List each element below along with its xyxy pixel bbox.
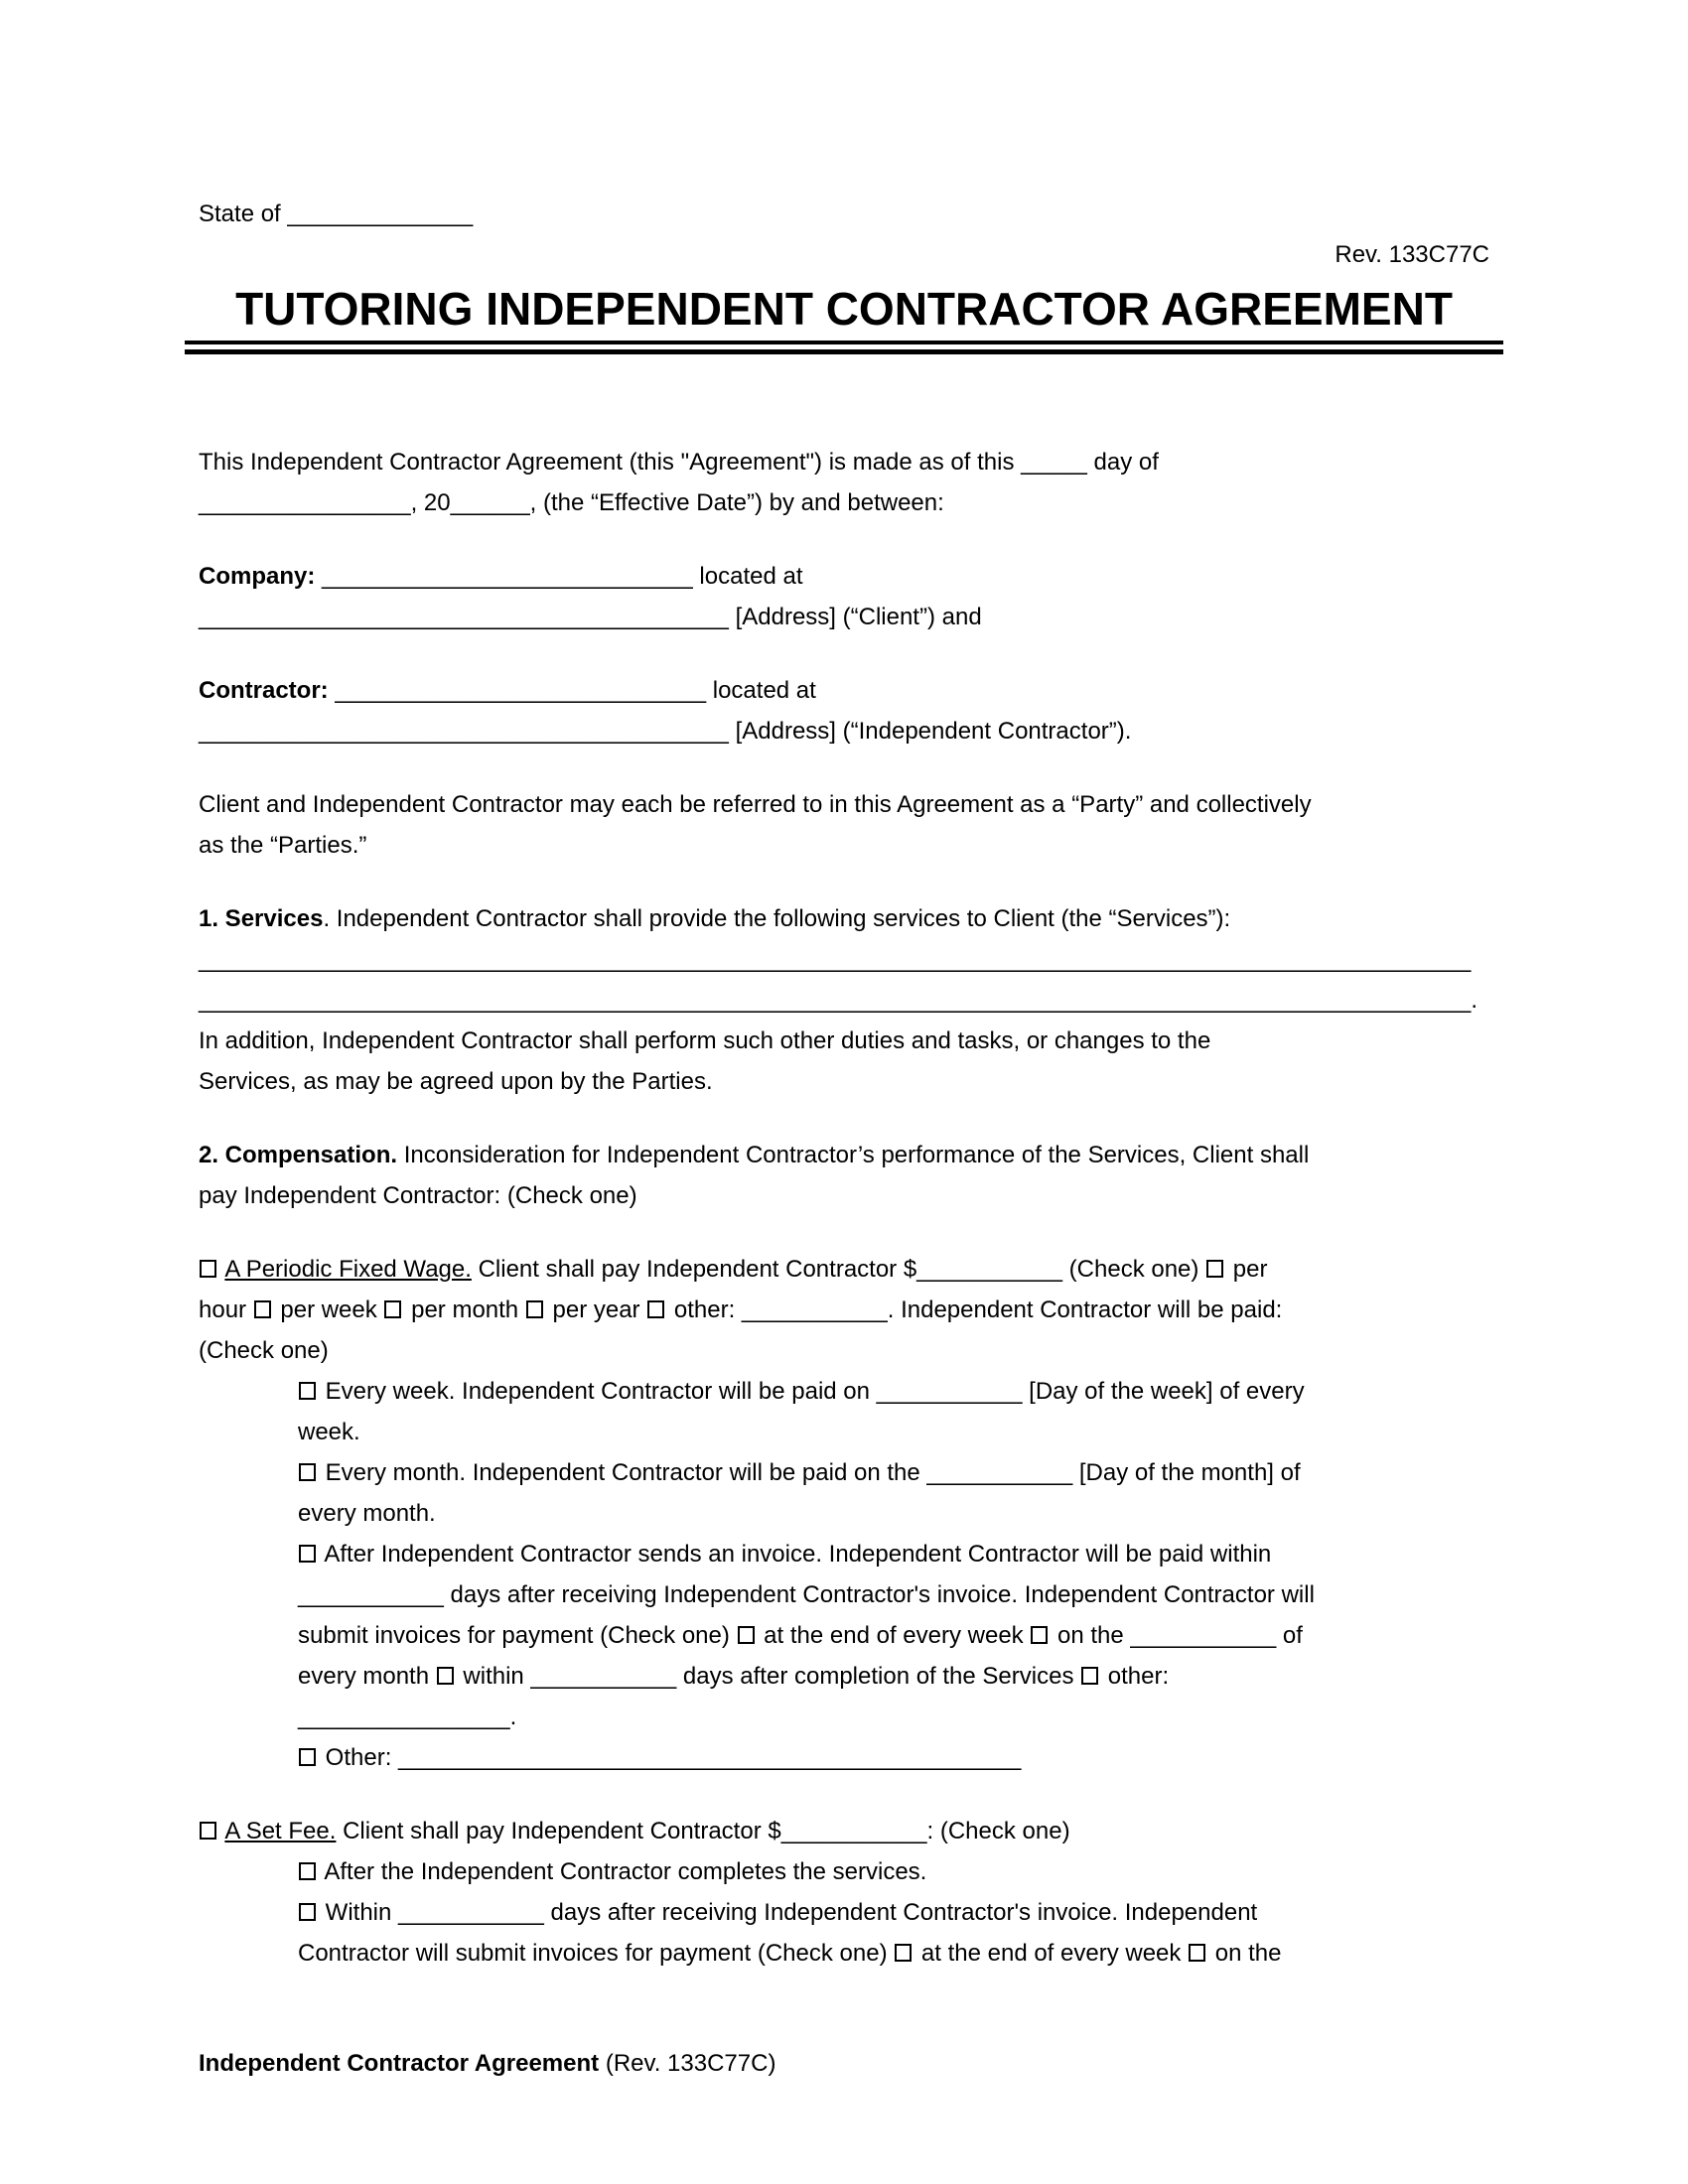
text-run: Every week. Independent Contractor will be paid on ___________ [Day of the week] of every	[319, 1378, 1305, 1405]
paragraph	[199, 442, 1489, 523]
text-run: (Check one)	[199, 1337, 329, 1364]
text-run: at the end of every week	[914, 1940, 1189, 1967]
checkbox-icon	[299, 1862, 316, 1880]
paragraph	[298, 1892, 1489, 1974]
text-run: other: ___________. Independent Contractor will be paid:	[667, 1297, 1283, 1323]
doc-body	[199, 442, 1489, 1974]
text-run: on the	[1208, 1940, 1282, 1967]
text-run: ____________________________ located at	[328, 677, 816, 704]
text-run: Client shall pay Independent Contractor $___________ (Check one)	[471, 1256, 1206, 1283]
text-run: After Independent Contractor sends an invoice. Independent Contractor will be paid within	[319, 1541, 1272, 1568]
text-run: ____________________________ located at	[315, 563, 803, 590]
checkbox-icon	[384, 1300, 401, 1318]
checkbox-icon	[299, 1545, 316, 1563]
text-run: week.	[298, 1419, 360, 1445]
text-run: A Set Fee.	[224, 1818, 337, 1844]
text-run: on the ___________ of	[1051, 1622, 1303, 1649]
paragraph	[298, 1534, 1489, 1737]
paragraph	[199, 898, 1489, 1102]
text-run: Client shall pay Independent Contractor $___________: (Check one)	[336, 1818, 1070, 1844]
text-run: Client and Independent Contractor may each be referred to in this Agreement as a “Party” and collectively	[199, 791, 1312, 818]
checkbox-icon	[647, 1300, 664, 1318]
text-run: Inconsideration for Independent Contractor’s performance of the Services, Client shall	[397, 1142, 1310, 1168]
text-run: Every month. Independent Contractor will be paid on the ___________ [Day of the month] of	[319, 1459, 1301, 1486]
paragraph	[199, 670, 1489, 751]
checkbox-icon	[895, 1944, 912, 1962]
text-run: ________________________________________ [Address] (“Independent Contractor”).	[199, 718, 1132, 745]
state-of-line: State of ______________	[199, 201, 474, 227]
text-run: within ___________ days after completion of the Services	[456, 1663, 1081, 1690]
paragraph	[298, 1371, 1489, 1452]
text-run: ________________.	[298, 1704, 517, 1730]
text-run: ________________________________________________________________________________________________	[199, 946, 1472, 973]
rule-bottom-line	[185, 349, 1503, 354]
text-run: 2. Compensation.	[199, 1142, 398, 1168]
text-run: 1. Services	[199, 905, 324, 932]
text-run: A Periodic Fixed Wage.	[224, 1256, 472, 1283]
checkbox-icon	[526, 1300, 543, 1318]
checkbox-icon	[200, 1260, 216, 1278]
text-run: . Independent Contractor shall provide the following services to Client (the “Services”):	[323, 905, 1231, 932]
page-title: TUTORING INDEPENDENT CONTRACTOR AGREEMENT	[235, 283, 1453, 335]
checkbox-icon	[1189, 1944, 1205, 1962]
checkbox-icon	[299, 1463, 316, 1481]
paragraph	[298, 1851, 1489, 1892]
checkbox-icon	[1081, 1667, 1098, 1685]
checkbox-icon	[299, 1748, 316, 1766]
text-run: submit invoices for payment (Check one)	[298, 1622, 737, 1649]
text-run: at the end of every week	[757, 1622, 1031, 1649]
text-run: In addition, Independent Contractor shall perform such other duties and tasks, or changes to the	[199, 1027, 1211, 1054]
paragraph	[298, 1737, 1489, 1778]
checkbox-icon	[738, 1626, 755, 1644]
checkbox-icon	[254, 1300, 271, 1318]
text-run: per	[1226, 1256, 1268, 1283]
title-double-rule	[185, 341, 1503, 354]
text-run: ___________ days after receiving Independent Contractor's invoice. Independent Contractor will	[298, 1581, 1315, 1608]
paragraph	[298, 1452, 1489, 1534]
checkbox-icon	[200, 1822, 216, 1840]
text-run: Within ___________ days after receiving Independent Contractor's invoice. Independent	[319, 1899, 1258, 1926]
text-run: ________________, 20______, (the “Effective Date”) by and between:	[199, 489, 944, 516]
paragraph	[199, 1249, 1489, 1371]
text-run: After the Independent Contractor completes the services.	[319, 1858, 927, 1885]
text-run: Company:	[199, 563, 316, 590]
text-run: ________________________________________ [Address] (“Client”) and	[199, 604, 982, 630]
footer-document-title: Independent Contractor Agreement	[199, 2050, 600, 2077]
text-run: pay Independent Contractor: (Check one)	[199, 1182, 637, 1209]
text-run: ________________________________________________________________________________________________.	[199, 987, 1478, 1014]
checkbox-icon	[299, 1382, 316, 1400]
text-run: per month	[404, 1297, 525, 1323]
revision-code: Rev. 133C77C	[1335, 241, 1489, 268]
text-run: Other: _______________________________________________	[319, 1744, 1022, 1771]
footer-revision: (Rev. 133C77C)	[599, 2050, 776, 2077]
text-run: every month	[298, 1663, 436, 1690]
checkbox-icon	[437, 1667, 454, 1685]
text-run: as the “Parties.”	[199, 832, 367, 859]
paragraph	[199, 1135, 1489, 1216]
checkbox-icon	[299, 1903, 316, 1921]
text-run: other:	[1101, 1663, 1170, 1690]
text-run: per week	[273, 1297, 384, 1323]
text-run: This Independent Contractor Agreement (this "Agreement") is made as of this _____ day of	[199, 449, 1159, 476]
page-footer	[199, 2043, 775, 2084]
text-run: Contractor will submit invoices for payment (Check one)	[298, 1940, 895, 1967]
text-run: hour	[199, 1297, 253, 1323]
text-run: Services, as may be agreed upon by the Parties.	[199, 1068, 713, 1095]
paragraph	[199, 1811, 1489, 1851]
text-run: every month.	[298, 1500, 436, 1527]
text-run: Contractor:	[199, 677, 329, 704]
paragraph	[199, 784, 1489, 866]
text-run: per year	[545, 1297, 647, 1323]
checkbox-icon	[1206, 1260, 1223, 1278]
paragraph	[199, 556, 1489, 637]
checkbox-icon	[1031, 1626, 1048, 1644]
